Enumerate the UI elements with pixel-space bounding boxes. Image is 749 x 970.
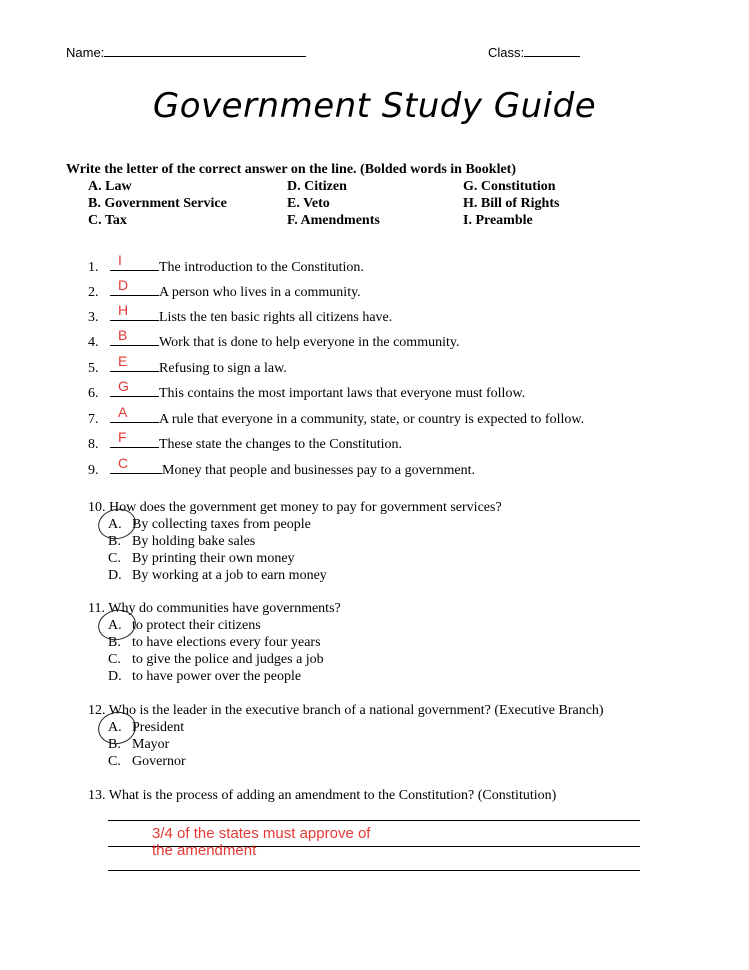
name-label: Name: <box>66 45 105 60</box>
matching-item: 6. G This contains the most important laws that everyone must follow. <box>88 378 526 401</box>
q11-option-d[interactable]: D. to have power over the people <box>108 669 302 684</box>
handwritten-answer: I <box>118 252 122 268</box>
answer-blank[interactable] <box>110 404 159 423</box>
word-bank-e: E. Veto <box>287 196 330 211</box>
word-bank-d: D. Citizen <box>287 179 347 194</box>
handwritten-answer: C <box>118 455 129 471</box>
question-13: 13. What is the process of adding an amendment to the Constitution? (Constitution) <box>88 788 557 803</box>
q10-option-d[interactable]: D. By working at a job to earn money <box>108 568 327 583</box>
matching-text: Lists the ten basic rights all citizens have. <box>159 310 393 325</box>
matching-text: Refusing to sign a law. <box>159 361 287 376</box>
matching-item: 2. D A person who lives in a community. <box>88 277 361 300</box>
answer-blank[interactable] <box>110 277 159 296</box>
word-bank-h: H. Bill of Rights <box>463 196 560 211</box>
class-underline <box>524 44 580 57</box>
matching-text: Money that people and businesses pay to a government. <box>162 463 475 478</box>
handwritten-answer: B <box>118 327 128 343</box>
q12-option-b[interactable]: B. Mayor <box>108 737 170 752</box>
matching-text: These state the changes to the Constitution. <box>159 437 403 452</box>
matching-item: 1. I The introduction to the Constitution. <box>88 252 364 275</box>
q11-option-b[interactable]: B. to have elections every four years <box>108 635 321 650</box>
question-12: 12. Who is the leader in the executive branch of a national government? (Executive Branch) <box>88 703 604 718</box>
word-bank-c: C. Tax <box>88 213 127 228</box>
matching-text: Work that is done to help everyone in the community. <box>159 335 460 350</box>
word-bank-i: I. Preamble <box>463 213 533 228</box>
matching-text: A person who lives in a community. <box>159 285 361 300</box>
handwritten-answer: A <box>118 404 128 420</box>
answer-blank[interactable] <box>110 353 159 372</box>
answer-blank[interactable] <box>110 327 159 346</box>
name-field[interactable] <box>66 44 306 60</box>
question-10: 10. How does the government get money to pay for government services? <box>88 500 502 515</box>
q11-option-a[interactable]: A. to protect their citizens <box>108 618 261 633</box>
class-label: Class: <box>488 45 525 60</box>
class-field[interactable] <box>488 44 580 60</box>
matching-item: 8. F These state the changes to the Constitution. <box>88 429 403 452</box>
handwritten-answer: G <box>118 378 129 394</box>
q12-option-a[interactable]: A. President <box>108 720 185 735</box>
q11-option-c[interactable]: C. to give the police and judges a job <box>108 652 324 667</box>
word-bank-g: G. Constitution <box>463 179 556 194</box>
word-bank-f: F. Amendments <box>287 213 380 228</box>
handwritten-answer: D <box>118 277 129 293</box>
answer-blank[interactable] <box>110 252 159 271</box>
question-11: 11. Why do communities have governments? <box>88 601 341 616</box>
matching-item: 7. A A rule that everyone in a community, state, or country is expected to follow. <box>88 404 585 427</box>
handwritten-answer: E <box>118 353 128 369</box>
answer-blank[interactable] <box>110 429 159 448</box>
matching-item: 9. C Money that people and businesses pay to a government. <box>88 455 475 478</box>
matching-item: 4. B Work that is done to help everyone in the community. <box>88 327 460 350</box>
handwritten-answer-line1: 3/4 of the states must approve of <box>152 825 371 842</box>
q10-option-c[interactable]: C. By printing their own money <box>108 551 295 566</box>
answer-blank[interactable] <box>110 378 159 397</box>
matching-text: A rule that everyone in a community, state, or country is expected to follow. <box>159 412 585 427</box>
matching-item: 5. E Refusing to sign a law. <box>88 353 287 376</box>
answer-line[interactable] <box>108 870 640 871</box>
matching-text: The introduction to the Constitution. <box>159 260 364 275</box>
handwritten-answer: H <box>118 302 129 318</box>
handwritten-answer-line2: the amendment <box>152 842 257 859</box>
instructions: Write the letter of the correct answer on the line. (Bolded words in Booklet) <box>66 162 517 177</box>
matching-item: 3. H Lists the ten basic rights all citizens have. <box>88 302 393 325</box>
page-title: Government Study Guide <box>152 86 597 126</box>
answer-blank[interactable] <box>110 455 162 474</box>
name-underline <box>104 44 306 57</box>
q12-option-c[interactable]: C. Governor <box>108 754 186 769</box>
word-bank-a: A. Law <box>88 179 132 194</box>
q10-option-a[interactable]: A. By collecting taxes from people <box>108 517 311 532</box>
handwritten-answer: F <box>118 429 127 445</box>
word-bank-b: B. Government Service <box>88 196 227 211</box>
matching-text: This contains the most important laws that everyone must follow. <box>159 386 526 401</box>
answer-blank[interactable] <box>110 302 159 321</box>
answer-line[interactable] <box>108 820 640 821</box>
q10-option-b[interactable]: B. By holding bake sales <box>108 534 256 549</box>
